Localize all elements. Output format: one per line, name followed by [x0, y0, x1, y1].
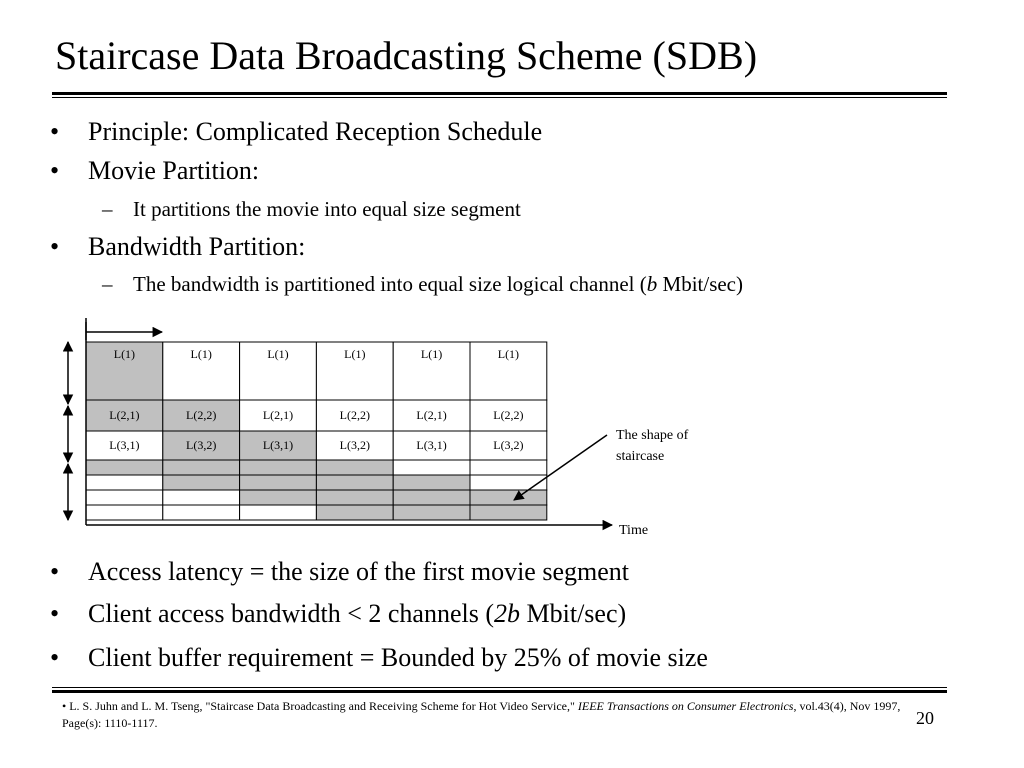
grid-cell-sub-row3-col4	[316, 490, 393, 505]
annotation-line2: staircase	[616, 449, 665, 464]
grid-cell-sub-row2-col1	[86, 475, 163, 490]
grid-cell-sub-row1-col5	[393, 460, 470, 475]
grid-cell-sub-row4-col6	[470, 505, 547, 520]
cell-label-row1-col5: L(1)	[420, 347, 443, 361]
annotation-line1: The shape of	[616, 428, 689, 443]
cell-label-row3-col3: L(3,1)	[262, 438, 294, 452]
cell-label-row1-col2: L(1)	[190, 347, 212, 361]
sub-dash: –	[102, 272, 113, 296]
grid-cell-sub-row2-col2	[163, 475, 240, 490]
bullet-text: Movie Partition:	[88, 156, 260, 185]
cell-label-row2-col6: L(2,2)	[493, 408, 524, 422]
grid-cell-sub-row2-col5	[393, 475, 470, 490]
cell-label-row2-col2: L(2,2)	[186, 408, 217, 422]
grid-cell-sub-row4-col2	[163, 505, 240, 520]
sub-text-pre: The bandwidth is partitioned into equal size logical channel (	[133, 272, 647, 296]
cell-label-row1-col6: L(1)	[497, 347, 520, 361]
bullet-text-em: 2b	[494, 599, 520, 628]
cell-label-row3-col6: L(3,2)	[493, 438, 524, 452]
bullet-text: Client buffer requirement = Bounded by 25% of movie size	[88, 643, 708, 672]
cell-label-row1-col4: L(1)	[344, 347, 366, 361]
grid-cell-sub-row1-col2	[163, 460, 240, 475]
grid-cell-sub-row4-col3	[240, 505, 317, 520]
grid-cell-sub-row2-col3	[240, 475, 317, 490]
bullet-text: Bandwidth Partition:	[88, 232, 306, 261]
footnote-pre: • L. S. Juhn and L. M. Tseng, "Staircase Data Broadcasting and Receiving Scheme for Hot Video Service,"	[62, 699, 578, 713]
cell-label-row3-col5: L(3,1)	[416, 438, 447, 452]
cell-label-row2-col4: L(2,2)	[339, 408, 370, 422]
grid-cell-sub-row1-col4	[316, 460, 393, 475]
bullet-client-buffer	[50, 642, 708, 674]
cell-label-row1-col3: L(1)	[267, 347, 289, 361]
grid-cell-sub-row3-col5	[393, 490, 470, 505]
grid-cell-sub-row3-col3	[240, 490, 317, 505]
cell-label-row3-col1: L(3,1)	[109, 438, 140, 452]
bullet-dot: •	[50, 156, 60, 185]
grid-cell-sub-row2-col4	[316, 475, 393, 490]
grid-cell-sub-row3-col2	[163, 490, 240, 505]
cell-label-row2-col5: L(2,1)	[416, 408, 447, 422]
grid-cell-sub-row2-col6	[470, 475, 547, 490]
bullet-dot: •	[50, 232, 60, 261]
bullet-dot: •	[50, 599, 60, 628]
grid-cells	[86, 342, 547, 520]
sub-text-em: b	[646, 272, 658, 296]
cell-label-row1-col1: L(1)	[113, 347, 136, 361]
bullet-dot: •	[50, 643, 60, 672]
bullet-text: Access latency = the size of the first movie segment	[88, 557, 629, 586]
footer-rule-thick	[52, 690, 947, 693]
sub-dash: –	[102, 197, 113, 221]
grid-cell-sub-row3-col6	[470, 490, 547, 505]
grid-cell-sub-row4-col4	[316, 505, 393, 520]
bullet-dot: •	[50, 117, 60, 146]
grid-cell-sub-row1-col1	[86, 460, 163, 475]
bullet-dot: •	[50, 557, 60, 586]
cell-label-row2-col1: L(2,1)	[109, 408, 140, 422]
cell-label-row3-col2: L(3,2)	[186, 438, 217, 452]
bullet-text: Principle: Complicated Reception Schedule	[88, 117, 543, 146]
footnote-citation	[62, 698, 902, 732]
bullet-access-latency	[50, 556, 629, 588]
grid-cell-sub-row4-col1	[86, 505, 163, 520]
page-number: 20	[916, 708, 934, 728]
sub-text: It partitions the movie into equal size segment	[133, 197, 521, 221]
bullet-text-pre: Client access bandwidth < 2 channels (	[88, 599, 494, 628]
footer-rule-thin	[52, 687, 947, 688]
footnote-post: , vol.43(4), Nov 1997, Page(s): 1110-1117.	[62, 699, 901, 730]
sub-text-post: Mbit/sec)	[657, 272, 743, 296]
cell-label-row2-col3: L(2,1)	[262, 408, 294, 422]
grid-cell-sub-row1-col6	[470, 460, 547, 475]
grid-cell-sub-row3-col1	[86, 490, 163, 505]
bullet-client-bandwidth	[50, 598, 627, 630]
grid-cell-sub-row4-col5	[393, 505, 470, 520]
grid-cell-sub-row1-col3	[240, 460, 317, 475]
footnote-journal: IEEE Transactions on Consumer Electronics	[577, 699, 794, 713]
time-label: Time	[619, 523, 649, 538]
slide-title: Staircase Data Broadcasting Scheme (SDB)	[55, 33, 758, 78]
bullet-text-post: Mbit/sec)	[520, 599, 627, 628]
cell-label-row3-col4: L(3,2)	[339, 438, 370, 452]
